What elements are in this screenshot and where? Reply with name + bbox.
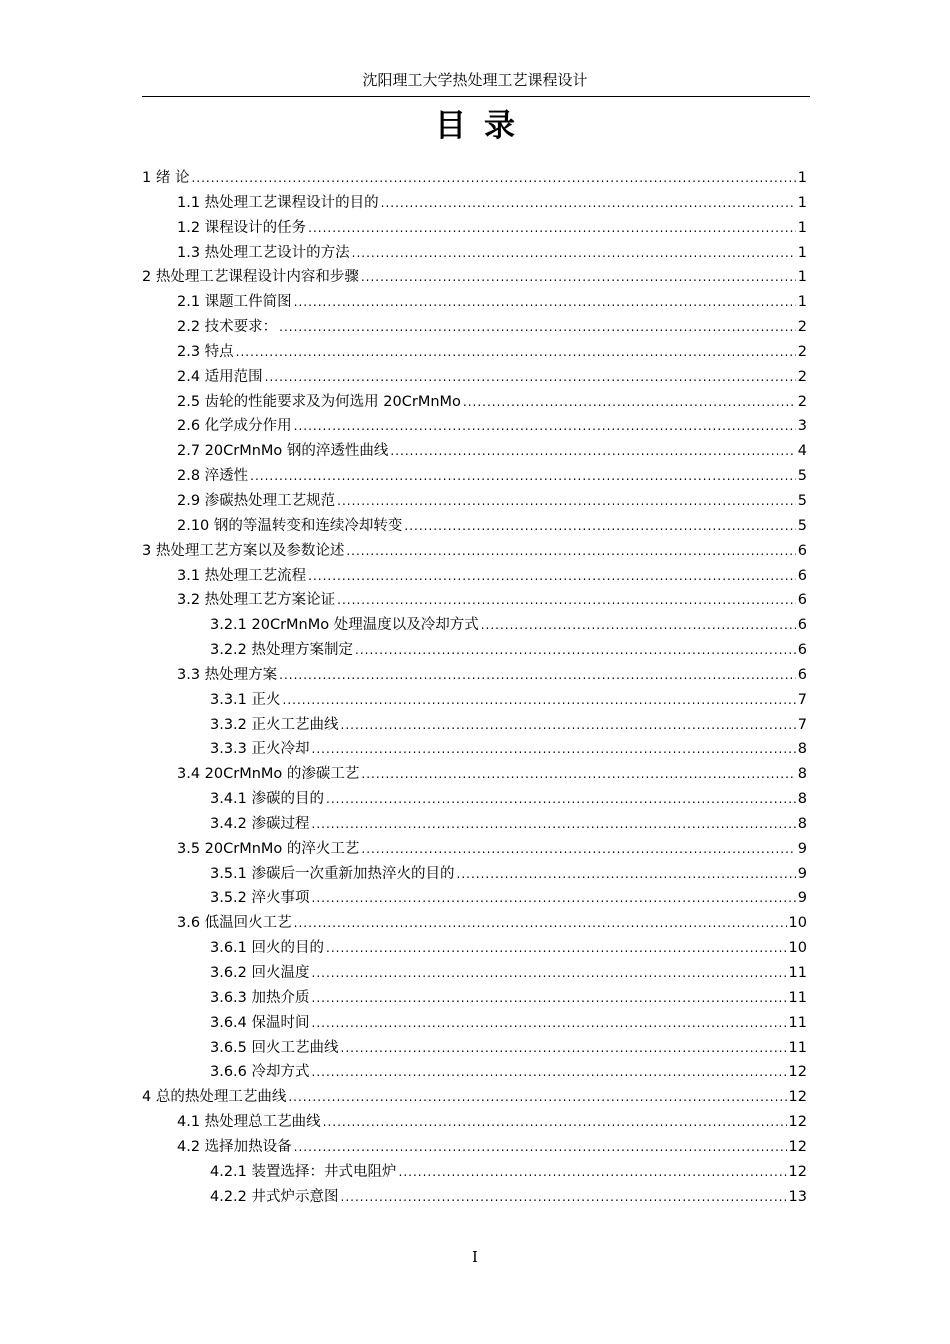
toc-entry-label: 3.3.1 正火 [210,691,281,708]
toc-entry-label: 4.2.2 井式炉示意图 [210,1188,339,1205]
toc-leader-dots [457,862,796,887]
toc-entry-label: 4.1 热处理总工艺曲线 [177,1114,321,1131]
toc-leader-dots [312,886,796,911]
toc-entry-label: 3.2 热处理工艺方案论证 [177,592,336,609]
toc-leader-dots [337,489,796,514]
toc-entry-page: 10 [788,915,807,932]
toc-entry[interactable] [142,1160,807,1185]
toc-entry-label: 1.2 课程设计的任务 [177,219,307,236]
toc-leader-dots [312,1011,787,1036]
toc-entry-label: 3.3.2 正火工艺曲线 [210,716,339,733]
toc-entry-label: 3.3.3 正火冷却 [210,741,310,758]
toc-entry-page: 7 [797,716,807,733]
toc-entry-page: 2 [797,393,807,410]
toc-leader-dots [265,365,796,390]
toc-leader-dots [191,166,795,191]
toc-entry-page: 12 [788,1114,807,1131]
toc-leader-dots [294,290,796,315]
toc-entry-label: 4.2.1 装置选择：井式电阻炉 [210,1163,397,1180]
toc-entry-page: 1 [797,294,807,311]
toc-entry[interactable] [142,1060,807,1085]
toc-leader-dots [341,713,796,738]
toc-leader-dots [250,464,796,489]
toc-entry-label: 2.10 钢的等温转变和连续冷却转变 [177,517,403,534]
toc-leader-dots [294,1135,787,1160]
toc-leader-dots [352,241,796,266]
toc-entry-label: 3.4 20CrMnMo 的渗碳工艺 [177,766,360,783]
toc-entry[interactable] [142,489,807,514]
toc-leader-dots [337,588,796,613]
toc-leader-dots [404,514,795,539]
toc-leader-dots [326,936,787,961]
toc-entry-label: 3.6 低温回火工艺 [177,915,292,932]
toc-entry[interactable] [142,365,807,390]
toc-leader-dots [312,737,796,762]
toc-entry-label: 3.4.2 渗碳过程 [210,815,310,832]
toc-entry[interactable] [142,439,807,464]
toc-entry-label: 2.8 淬透性 [177,468,249,485]
toc-entry-label: 3.5.2 淬火事项 [210,890,310,907]
toc-entry[interactable] [142,1185,807,1210]
toc-leader-dots [326,787,796,812]
toc-entry-label: 3.6.5 回火工艺曲线 [210,1039,339,1056]
toc-entry-label: 2.7 20CrMnMo 钢的淬透性曲线 [177,443,389,460]
toc-entry-label: 1.3 热处理工艺设计的方法 [177,244,350,261]
toc-leader-dots [312,986,787,1011]
toc-leader-dots [279,315,796,340]
toc-leader-dots [341,1185,787,1210]
toc-leader-dots [279,663,796,688]
toc-entry[interactable] [142,241,807,266]
toc-entry-label: 3.6.2 回火温度 [210,965,310,981]
toc-entry-page: 3 [797,418,807,435]
toc-entry-label: 3.6.1 回火的目的 [210,940,325,957]
toc-entry-page: 11 [788,1039,807,1056]
toc-entry[interactable] [142,340,807,365]
toc-entry-page: 5 [797,468,807,485]
toc-entry-page: 5 [797,492,807,509]
toc-entry-label: 3.1 热处理工艺流程 [177,567,307,584]
toc-entry-page: 8 [797,766,807,783]
toc-entry-label: 3.6.6 冷却方式 [210,1064,310,1081]
toc-entry-page: 13 [788,1188,807,1205]
toc-entry-page: 1 [797,219,807,236]
toc-entry[interactable] [142,1036,807,1061]
toc-leader-dots [361,837,795,862]
toc-entry[interactable] [142,762,807,787]
toc-leader-dots [308,564,796,589]
toc-entry-label: 2.6 化学成分作用 [177,418,292,435]
toc-entry[interactable] [142,265,807,290]
toc-entry-page: 11 [788,1014,807,1031]
toc-entry-page: 11 [788,989,807,1006]
toc-leader-dots [399,1160,787,1185]
toc-entry-page: 6 [797,592,807,609]
toc-entry-label: 3.6.4 保温时间 [210,1014,310,1031]
toc-leader-dots [323,1110,787,1135]
toc-entry[interactable] [142,713,807,738]
toc-entry-page: 2 [797,343,807,360]
toc-entry-label: 2.5 齿轮的性能要求及为何选用 20CrMnMo [177,393,461,410]
toc-entry[interactable] [142,1110,807,1135]
toc-entry-label: 3.3 热处理方案 [177,666,278,683]
toc-leader-dots [381,191,796,216]
toc-entry[interactable] [142,539,807,564]
toc-entry-label: 2.1 课题工件简图 [177,294,292,311]
header-rule [142,96,810,97]
toc-entry-page: 8 [797,815,807,832]
toc-entry[interactable] [142,315,807,340]
toc-entry-label: 3.4.1 渗碳的目的 [210,791,325,808]
toc-entry[interactable] [142,986,807,1011]
toc-entry-page: 4 [797,443,807,460]
toc-leader-dots [361,762,795,787]
toc-leader-dots [294,911,787,936]
toc-entry-label: 1 绪 论 [142,170,190,186]
toc-leader-dots [308,216,796,241]
toc-entry[interactable] [142,1135,807,1160]
toc-entry-label: 2.9 渗碳热处理工艺规范 [177,492,336,509]
toc-entry[interactable] [142,414,807,439]
toc-entry-label: 2.4 适用范围 [177,368,263,385]
toc-entry-label: 3.5 20CrMnMo 的淬火工艺 [177,840,360,857]
toc-entry-page: 2 [797,368,807,385]
toc-leader-dots [481,613,796,638]
toc-entry-page: 1 [797,244,807,261]
toc-entry-page: 11 [788,965,807,981]
toc-leader-dots [341,1036,787,1061]
toc-entry-page: 8 [797,791,807,808]
toc-leader-dots [346,539,795,564]
toc-entry[interactable] [142,737,807,762]
toc-leader-dots [361,265,796,290]
toc-entry-page: 9 [797,865,807,882]
toc-entry[interactable] [142,191,807,216]
toc-entry-label: 2.3 特点 [177,343,234,360]
toc-entry[interactable] [142,886,807,911]
toc-entry[interactable] [142,1085,807,1110]
toc-leader-dots [355,638,796,663]
toc-entry-page: 1 [797,269,807,286]
toc-entry[interactable] [142,588,807,613]
toc-entry[interactable] [142,1011,807,1036]
toc-entry-label: 3.2.1 20CrMnMo 处理温度以及冷却方式 [210,617,479,634]
toc-entry-page: 9 [797,840,807,857]
toc-leader-dots [283,688,796,713]
toc-entry-page: 5 [797,517,807,534]
toc-entry-label: 1.1 热处理工艺课程设计的目的 [177,194,379,211]
toc-entry-page: 8 [797,741,807,758]
toc-entry-label: 2 热处理工艺课程设计内容和步骤 [142,269,359,286]
toc-entry[interactable] [142,862,807,887]
toc-entry-page: 6 [797,617,807,634]
toc-leader-dots [288,1085,786,1110]
toc-entry[interactable] [142,787,807,812]
toc-leader-dots [236,340,796,365]
toc-entry[interactable] [142,638,807,663]
toc-entry-page: 6 [797,642,807,659]
toc-entry-page: 12 [788,1089,807,1106]
toc-entry[interactable] [142,464,807,489]
toc-entry[interactable] [142,911,807,936]
toc-entry-page: 7 [797,691,807,708]
toc-title: 目录 [435,108,533,144]
toc-entry[interactable] [142,290,807,315]
toc-entry[interactable] [142,812,807,837]
toc-entry-label: 3.2.2 热处理方案制定 [210,642,354,659]
toc-entry-label: 4.2 选择加热设备 [177,1138,292,1155]
toc-entry-page: 9 [797,890,807,907]
toc-entry-page: 6 [797,542,807,559]
page-number: I [472,1248,478,1266]
toc-entry[interactable] [142,961,807,986]
toc-leader-dots [312,961,787,986]
toc-entry[interactable] [142,216,807,241]
toc-entry-page: 12 [788,1064,807,1081]
toc-entry-page: 10 [788,940,807,957]
toc-entry[interactable] [142,613,807,638]
toc-leader-dots [294,414,796,439]
running-header: 沈阳理工大学热处理工艺课程设计 [362,71,588,89]
toc-entry-page: 12 [788,1163,807,1180]
toc-leader-dots [312,1060,787,1085]
toc-entry[interactable] [142,663,807,688]
toc-entry-page: 12 [788,1138,807,1155]
toc-entry-label: 3.5.1 渗碳后一次重新加热淬火的目的 [210,865,455,882]
toc-entry-label: 2.2 技术要求： [177,319,278,336]
toc-entry-page: 6 [797,666,807,683]
toc-entry-page: 6 [797,567,807,584]
toc-entry-label: 3.6.3 加热介质 [210,989,310,1006]
toc-leader-dots [390,439,795,464]
toc-entry[interactable] [142,837,807,862]
toc-entry-page: 1 [797,170,807,186]
toc-entry[interactable] [142,390,807,415]
toc-entry[interactable] [142,514,807,539]
toc-entry[interactable] [142,688,807,713]
toc-entry-label: 4 总的热处理工艺曲线 [142,1089,287,1106]
table-of-contents [142,166,807,1209]
toc-entry-label: 3 热处理工艺方案以及参数论述 [142,542,345,559]
toc-entry[interactable] [142,564,807,589]
toc-entry[interactable] [142,166,807,191]
toc-entry-page: 1 [797,194,807,211]
toc-entry[interactable] [142,936,807,961]
toc-leader-dots [312,812,796,837]
toc-entry-page: 2 [797,319,807,336]
toc-leader-dots [463,390,796,415]
